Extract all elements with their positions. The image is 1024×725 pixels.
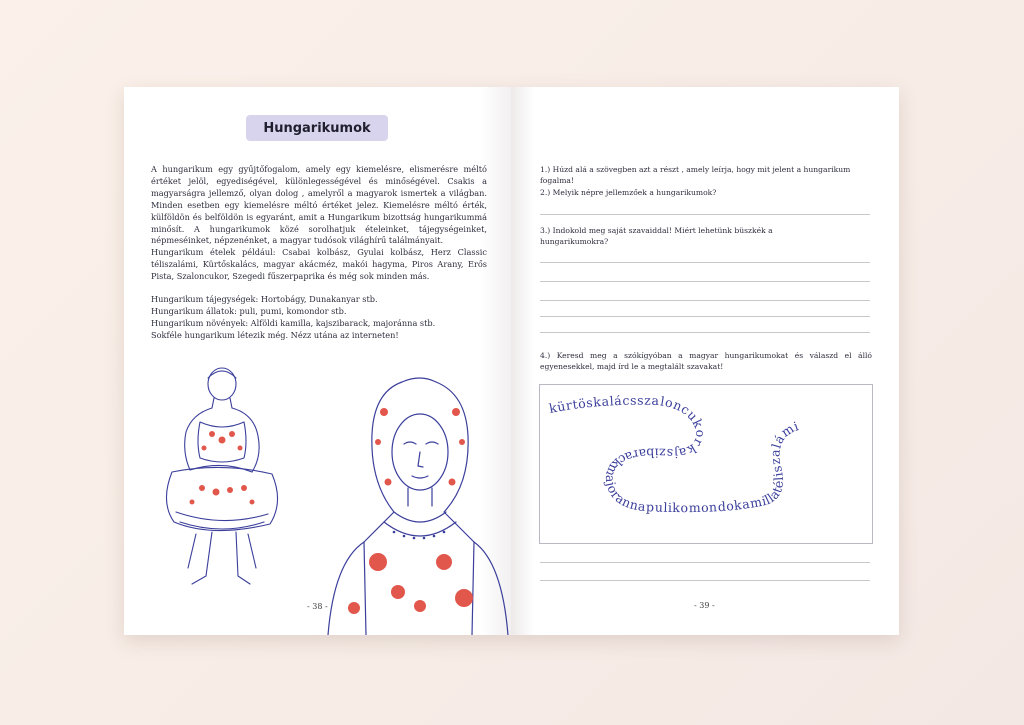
question-1: 1.) Húzd alá a szövegben azt a részt , amely leírja, hogy mit jelent a hungarikum fogalma!	[540, 165, 851, 185]
answer-line[interactable]	[540, 262, 870, 263]
intro-paragraph: A hungarikum egy gyűjtőfogalom, amely egy kiemelésre, elismerésre méltó értéket jelöl, egyediségével, különlegességével és minőségével. Csakis a magyarságra jellemző, olyan dolog , amelyről a magyarok ismertek a világban. Minden esetben egy kiemelésre méltó értéket jelez. Kiemelésre méltó érték, külföldön és belföldön is egyaránt, amit a Hungarikum bizottság hungarikummá minősít. A hungarikumok közé sorolhatjuk ételeinket, tájegységeinket, népmeséinket, népzenénket, a magyar tudósok világhírű találmányait.	[151, 164, 487, 246]
answer-line[interactable]	[540, 316, 870, 317]
closing-line: Sokféle hungarikum létezik még. Nézz utána az interneten!	[151, 329, 399, 340]
word-snake-path: kürtöskalácsszaloncukorkajszibarackmajorannapulikomondokamillatéliszalámi	[547, 392, 801, 516]
answer-line[interactable]	[540, 281, 870, 282]
page-number-right: - 39 -	[694, 601, 715, 610]
answer-line[interactable]	[540, 332, 870, 333]
word-snake	[540, 385, 872, 543]
plants-line: Hungarikum növények: Alföldi kamilla, kajszibarack, majoránna stb.	[151, 317, 436, 328]
page-number-left: - 38 -	[307, 602, 328, 611]
regions-line: Hungarikum tájegységek: Hortobágy, Dunakanyar stb.	[151, 294, 378, 305]
headscarf-woman-illustration	[324, 372, 511, 635]
embroidering-woman-illustration	[152, 362, 292, 612]
question-4: 4.) Keresd meg a szókígyóban a magyar hungarikumokat és válaszd el álló egyenesekkel, majd írd le a megtalált szavakat!	[540, 351, 872, 371]
word-snake-box	[539, 384, 873, 544]
animals-line: Hungarikum állatok: puli, pumi, komondor stb.	[151, 305, 347, 316]
answer-line[interactable]	[540, 562, 870, 563]
left-page	[124, 87, 511, 635]
body-text	[151, 164, 487, 342]
answer-line[interactable]	[540, 214, 870, 215]
answer-line[interactable]	[540, 580, 870, 581]
question-3: 3.) Indokold meg saját szavaiddal! Miért lehetünk büszkék a hungarikumokra?	[540, 226, 773, 246]
word-snake-text	[548, 393, 801, 516]
food-paragraph: Hungarikum ételek például: Csabai kolbász, Gyulai kolbász, Herz Classic téliszalámi, Kürtőskalács, magyar akácméz, makói hagyma, Piros Arany, Erős Pista, Szaloncukor, Szegedi fűszerpaprika és még sok minden más.	[151, 247, 487, 282]
page-title: Hungarikumok	[246, 115, 388, 141]
answer-line[interactable]	[540, 300, 870, 301]
question-2: 2.) Melyik népre jellemzőek a hungarikumok?	[540, 188, 717, 197]
